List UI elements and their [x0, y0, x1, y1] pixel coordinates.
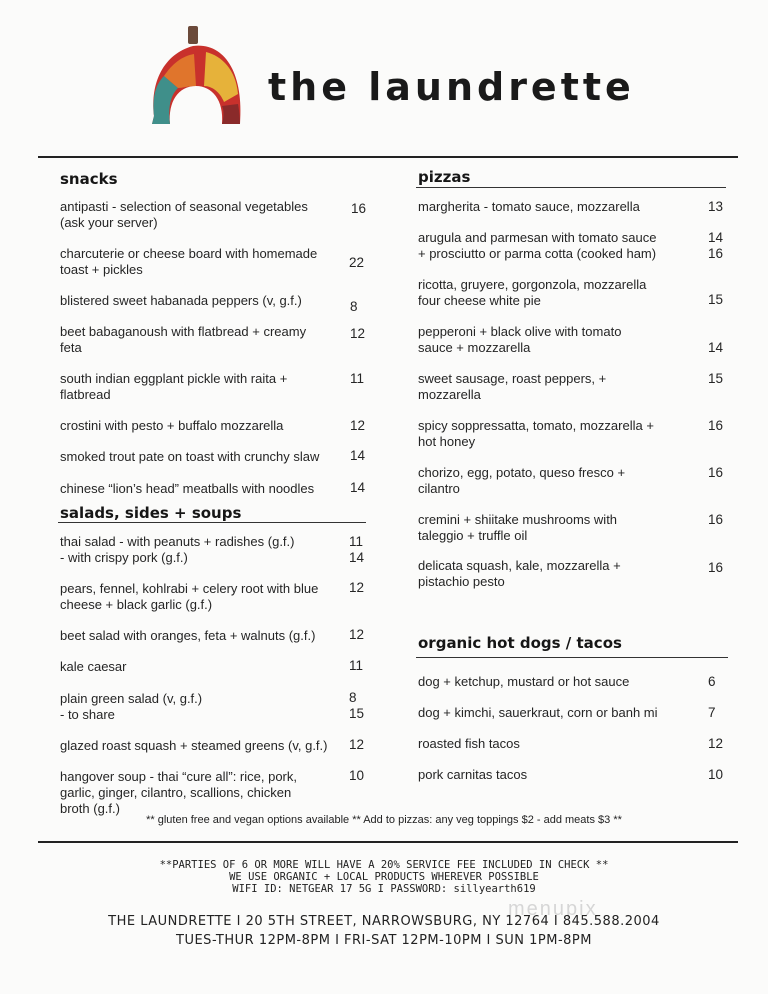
menu-price: 12	[350, 326, 366, 341]
menu-item: pears, fennel, kohlrabi + celery root with blue cheese + black garlic (g.f.)	[60, 581, 319, 612]
service-fee-note: **PARTIES OF 6 OR MORE WILL HAVE A 20% SERVICE FEE INCLUDED IN CHECK **	[159, 859, 609, 871]
menu-item: chinese “lion’s head” meatballs with noodles	[60, 481, 315, 496]
menu-item: roasted fish tacos	[418, 736, 520, 751]
brand-name: the laundrette	[268, 65, 635, 109]
menu-item: antipasti - selection of seasonal vegetables (ask your server)	[60, 199, 308, 230]
menu-item: hangover soup - thai “cure all”: rice, pork, garlic, ginger, cilantro, scallions, chicken broth (g.f.)	[60, 769, 297, 816]
menu-price: 11 14	[349, 534, 365, 565]
menu-item: sweet sausage, roast peppers, + mozzarella	[418, 371, 607, 402]
menu-price: 11	[349, 658, 364, 673]
menu-price: 14 16	[708, 230, 724, 261]
section-title-salads: salads, sides + soups	[60, 504, 242, 522]
menu-item: pork carnitas tacos	[418, 767, 528, 782]
menu-price: 11	[350, 371, 365, 386]
menu-item: spicy soppressatta, tomato, mozzarella + hot honey	[418, 418, 654, 449]
menu-price: 10	[708, 767, 724, 782]
laundrette-oven-logo	[148, 24, 244, 132]
menu-price: 22	[349, 255, 365, 270]
menu-price: 13	[708, 199, 724, 214]
menu-item: blistered sweet habanada peppers (v, g.f.)	[60, 293, 302, 308]
menu-price: 14	[708, 340, 724, 355]
menu-item: south indian eggplant pickle with raita + flatbread	[60, 371, 288, 402]
menu-price: 7	[708, 705, 716, 720]
menu-item: thai salad - with peanuts + radishes (g.f.) - with crispy pork (g.f.)	[60, 534, 295, 565]
menu-price: 6	[708, 674, 716, 689]
section-title-hotdogs: organic hot dogs / tacos	[418, 634, 622, 652]
section-underline	[416, 187, 726, 188]
menu-price: 12	[349, 627, 365, 642]
menu-item: crostini with pesto + buffalo mozzarella	[60, 418, 284, 433]
menu-price: 14	[350, 480, 366, 495]
menu-price: 12	[350, 418, 366, 433]
hours-line: TUES-THUR 12PM-8PM I FRI-SAT 12PM-10PM I SUN 1PM-8PM	[176, 933, 592, 948]
menu-item: cremini + shiitake mushrooms with taleggio + truffle oil	[418, 512, 618, 543]
wifi-info: WIFI ID: NETGEAR 17 5G I PASSWORD: sillyearth619	[232, 883, 536, 895]
menu-item: charcuterie or cheese board with homemade toast + pickles	[60, 246, 318, 277]
menu-item: ricotta, gruyere, gorgonzola, mozzarella four cheese white pie	[418, 277, 647, 308]
menu-price: 16	[708, 560, 724, 575]
menu-item: beet salad with oranges, feta + walnuts (g.f.)	[60, 628, 316, 643]
menu-price: 8	[350, 299, 358, 314]
menu-item: dog + ketchup, mustard or hot sauce	[418, 674, 630, 689]
menu-item: delicata squash, kale, mozzarella + pistachio pesto	[418, 558, 621, 589]
menu-price: 15	[708, 371, 724, 386]
menu-price: 12	[708, 736, 724, 751]
menu-price: 16	[708, 465, 724, 480]
menu-item: glazed roast squash + steamed greens (v, g.f.)	[60, 738, 328, 753]
menu-price: 12	[349, 737, 365, 752]
address-line: THE LAUNDRETTE I 20 5TH STREET, NARROWSBURG, NY 12764 I 845.588.2004	[108, 914, 660, 929]
menu-item: arugula and parmesan with tomato sauce + prosciutto or parma cotta (cooked ham)	[418, 230, 657, 261]
watermark: menupix	[508, 898, 598, 920]
menu-item: kale caesar	[60, 659, 127, 674]
menu-item: beet babaganoush with flatbread + creamy feta	[60, 324, 307, 355]
footer-divider	[38, 841, 738, 843]
section-underline	[58, 522, 366, 523]
menu-item: smoked trout pate on toast with crunchy slaw	[60, 449, 320, 464]
menu-price: 8 15	[349, 690, 365, 721]
menu-price: 12	[349, 580, 365, 595]
menu-price: 10	[349, 768, 365, 783]
section-underline	[416, 657, 728, 658]
menu-price: 14	[350, 448, 366, 463]
menu-item: margherita - tomato sauce, mozzarella	[418, 199, 640, 214]
menu-price: 16	[708, 418, 724, 433]
menu-item: dog + kimchi, sauerkraut, corn or banh mi	[418, 705, 658, 720]
menu-item: plain green salad (v, g.f.) - to share	[60, 691, 203, 722]
section-title-snacks: snacks	[60, 170, 118, 188]
menu-price: 16	[351, 201, 367, 216]
menu-price: 16	[708, 512, 724, 527]
dietary-note: ** gluten free and vegan options available ** Add to pizzas: any veg toppings $2 - add meats $3 **	[146, 814, 622, 826]
menu-item: pepperoni + black olive with tomato sauce + mozzarella	[418, 324, 622, 355]
menu-item: chorizo, egg, potato, queso fresco + cilantro	[418, 465, 626, 496]
menu-price: 15	[708, 292, 724, 307]
organic-note: WE USE ORGANIC + LOCAL PRODUCTS WHEREVER POSSIBLE	[229, 871, 539, 883]
section-title-pizzas: pizzas	[418, 168, 471, 186]
header-divider	[38, 156, 738, 158]
